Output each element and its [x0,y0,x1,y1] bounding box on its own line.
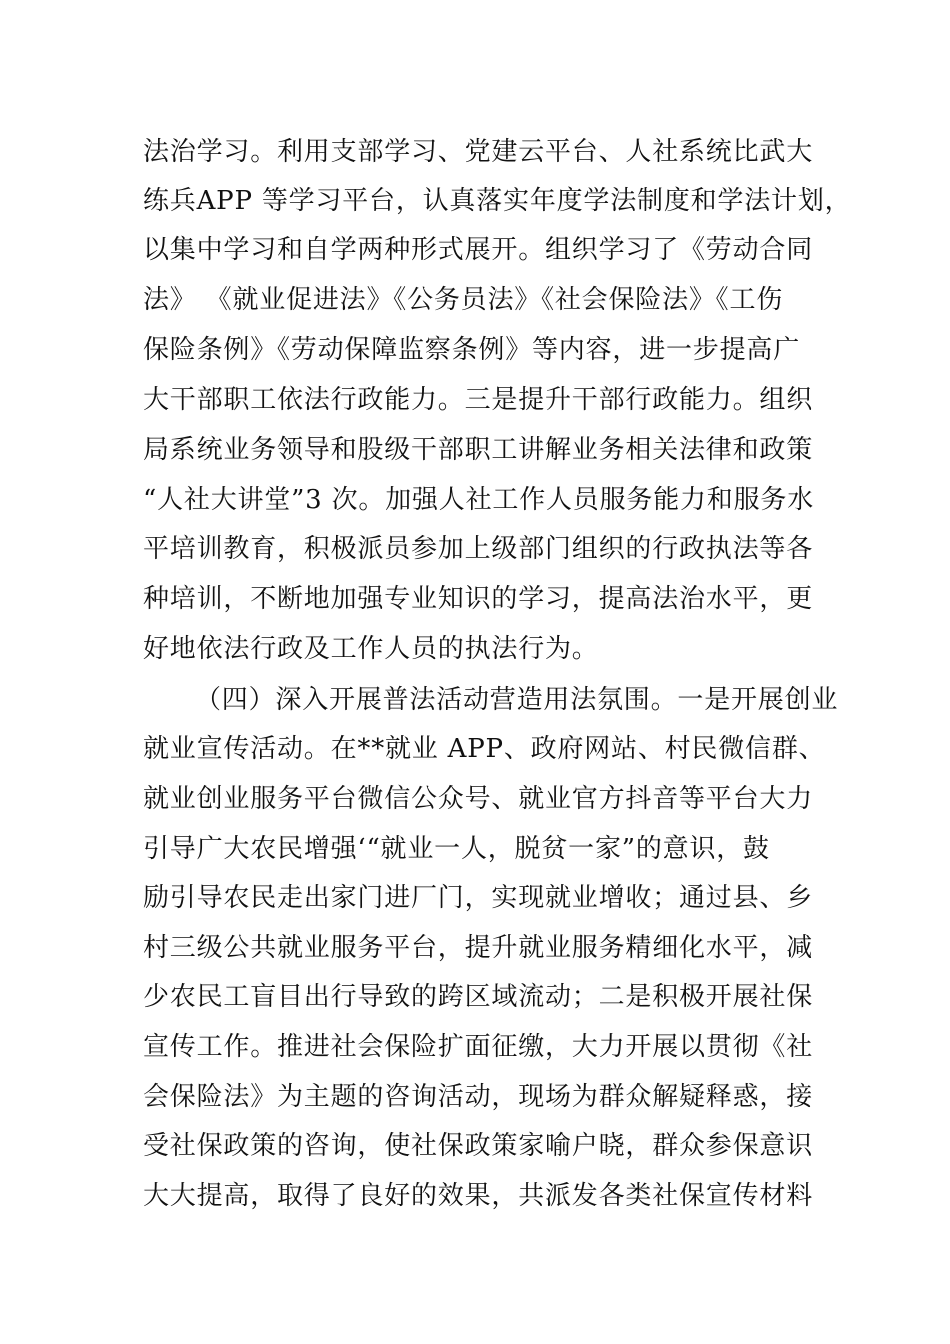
text-line: 会保险法》为主题的咨询活动，现场为群众解疑释惑，接 [143,1082,814,1112]
text-line: 种培训，不断地加强专业知识的学习，提高法治水平，更 [143,584,814,614]
text-line: 以集中学习和自学两种形式展开。组织学习了《劳动合同 [143,235,814,265]
text-line: 法治学习。利用支部学习、党建云平台、人社系统比武大 [143,137,814,167]
text-line: 少农民工盲目出行导致的跨区域流动；二是积极开展社保 [143,982,814,1012]
text-line: 就业宣传活动。在**就业 APP、政府网站、村民微信群、 [143,734,826,764]
text-line: “人社大讲堂”3 次。加强人社工作人员服务能力和服务水 [143,485,814,515]
text-line: 大干部职工依法行政能力。三是提升干部行政能力。组织 [143,385,814,415]
text-line: 受社保政策的咨询，使社保政策家喻户晓，群众参保意识 [143,1131,814,1161]
text-line: 引导广大农民增强‘“就业一人，脱贫一家”的意识，鼓 [143,834,770,864]
text-line: 励引导农民走出家门进厂门，实现就业增收；通过县、乡 [143,883,814,913]
text-line: 法》 《就业促进法》《公务员法》《社会保险法》《工伤 [143,285,784,315]
text-line: 好地依法行政及工作人员的执法行为。 [143,634,599,664]
text-line: 局系统业务领导和股级干部职工讲解业务相关法律和政策 [143,435,814,465]
text-line: 练兵APP 等学习平台，认真落实年度学法制度和学法计划， [143,186,852,216]
text-line: 大大提高，取得了良好的效果，共派发各类社保宣传材料 [143,1181,814,1211]
text-line: 平培训教育，积极派员参加上级部门组织的行政执法等各 [143,534,814,564]
text-line: 保险条例》《劳动保障监察条例》等内容，进一步提高广 [143,335,801,365]
text-line: 村三级公共就业服务平台，提升就业服务精细化水平，减 [143,933,814,963]
text-line: 宣传工作。推进社会保险扩面征缴，大力开展以贯彻《社 [143,1032,814,1062]
text-line: 就业创业服务平台微信公众号、就业官方抖音等平台大力 [143,784,814,814]
paragraph-heading: （四）深入开展普法活动营造用法氛围。一是开展创业 [195,685,839,715]
